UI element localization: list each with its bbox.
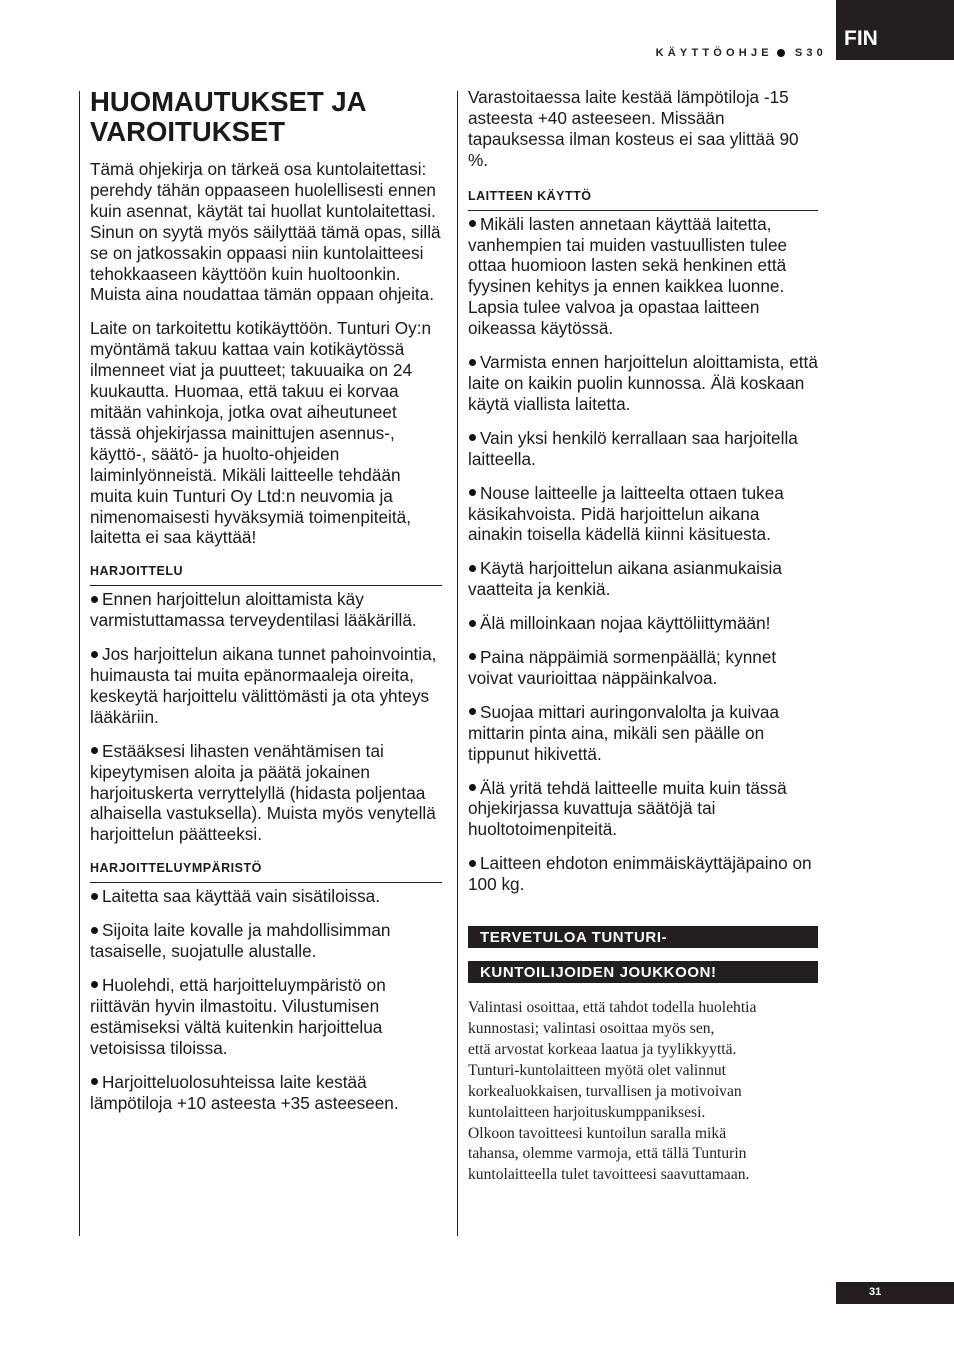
list-item: Suojaa mittari auringonvalolta ja kuivaa mittarin pinta aina, mikäli sen päälle on tippunut hikivettä. xyxy=(468,701,780,764)
bullet-icon xyxy=(91,981,98,988)
bullet-icon xyxy=(91,651,98,658)
list-item: Varmista ennen harjoittelun aloittamista, että laite on kaikin puolin kunnossa. Älä koskaan käytä viallista laitetta. xyxy=(468,352,818,414)
list-item: Huolehdi, että harjoitteluympäristö on riittävän hyvin ilmastoitu. Vilustumisen estämiseksi vältä kuitenkin harjoittelua vetoisissa tiloissa. xyxy=(90,975,386,1058)
bullet-icon xyxy=(469,565,476,572)
bullet-icon xyxy=(91,747,98,754)
right-column xyxy=(468,87,818,1186)
bullet-icon xyxy=(469,860,476,867)
list-item: Sijoita laite kovalle ja mahdollisimman tasaiselle, suojatulle alustalle. xyxy=(90,920,391,962)
list-item: Paina näppäimiä sormenpäällä; kynnet voivat vaurioittaa näppäinkalvoa. xyxy=(468,647,777,688)
page-title: HUOMAUTUKSET JA VAROITUKSET xyxy=(90,86,366,147)
page-number: 31 xyxy=(836,1282,954,1304)
bullet-icon xyxy=(469,489,476,496)
bullet-icon xyxy=(469,434,476,441)
warranty-paragraph: Laite on tarkoitettu kotikäyttöön. Tunturi Oy:n myöntämä takuu kattaa vain kotikäytössä ilmenneet viat ja puutteet; takuuaika on 24 kuukautta. Huomaa, että takuu ei korvaa mitään vahinkoja, jotka ovat aiheutuneet tässä ohjekirjassa mainittujen asennus-, käyttö-, säätö- ja huolto-ohjeiden laiminlyönneistä. Mikäli laitteelle tehdään muita kuin Tunturi Oy Ltd:n neuvomia ja nimenomaisesti hyväksymiä toimenpiteitä, laitetta ei saa käyttää! xyxy=(90,318,432,548)
list-item: Vain yksi henkilö kerrallaan saa harjoitella laitteella. xyxy=(468,427,798,469)
welcome-line: korkealuokkaisen, turvallisen ja motivoivan xyxy=(468,1082,742,1100)
welcome-heading-line-1: TERVETULOA TUNTURI- xyxy=(468,926,818,948)
bullet-icon xyxy=(469,220,476,227)
welcome-line: Valintasi osoittaa, että tahdot todella huolehtia xyxy=(468,999,757,1017)
model-label: S30 xyxy=(794,47,827,59)
storage-paragraph: Varastoitaessa laite kestää lämpötiloja -15 asteesta +40 asteeseen. Missään tapauksessa ilman kosteus ei saa ylittää 90 %. xyxy=(468,87,799,170)
welcome-line: kunnostasi; valintasi osoittaa myös sen, xyxy=(468,1020,715,1037)
list-item: Älä yritä tehdä laitteelle muita kuin tässä ohjekirjassa kuvattuja säätöjä tai huoltotoimenpiteitä. xyxy=(468,777,787,840)
intro-paragraph: Tämä ohjekirja on tärkeä osa kuntolaitettasi: perehdy tähän oppaaseen huolellisesti ennen kuin asennat, käytät tai huollat kuntolaitettasi. Sinun on syytä myös säilyttää tämä opas, sillä se on jatkossakin oppaasi niin kuntolaitteesi tehokkaaseen käyttöön kuin huoltoonkin. Muista aina noudattaa tämän oppaan ohjeita. xyxy=(90,159,441,305)
bullet-icon xyxy=(469,784,476,791)
bullet-icon xyxy=(469,653,476,660)
left-column xyxy=(90,87,442,1126)
bullet-dot-icon xyxy=(777,49,785,57)
language-tab: FIN xyxy=(836,0,954,60)
manual-label: KÄYTTÖOHJE xyxy=(655,47,773,59)
list-item: Ennen harjoittelun aloittamista käy varmistuttamassa terveydentilasi lääkärillä. xyxy=(90,589,417,631)
list-item: Laitetta saa käyttää vain sisätiloissa. xyxy=(90,886,442,907)
welcome-line: kuntolaitteella tulet tavoitteesi saavuttamaan. xyxy=(468,1166,750,1184)
bullet-icon xyxy=(91,893,98,900)
section-heading-environment: HARJOITTELUYMPÄRISTÖ xyxy=(90,861,442,883)
list-item: Käytä harjoittelun aikana asianmukaisia vaatteita ja kenkiä. xyxy=(468,558,782,600)
bullet-icon xyxy=(469,359,476,366)
list-item: Jos harjoittelun aikana tunnet pahoinvointia, huimausta tai muita epänormaaleja oireita, keskeytä harjoittelu välittömästi ja ota yhteys lääkäriin. xyxy=(90,644,437,727)
list-item: Laitteen ehdoton enimmäiskäyttäjäpaino on 100 kg. xyxy=(468,853,812,895)
welcome-line: kuntolaitteen harjoituskumppaniksesi. xyxy=(468,1103,706,1121)
welcome-line: tahansa, olemme varmoja, että tällä Tunturin xyxy=(468,1145,747,1163)
welcome-line: Olkoon tavoitteesi kuntoilun saralla mikä xyxy=(468,1124,727,1142)
list-item: Harjoitteluolosuhteissa laite kestää lämpötiloja +10 asteesta +35 asteeseen. xyxy=(90,1071,399,1113)
bullet-icon xyxy=(91,1078,98,1085)
list-item: Älä milloinkaan nojaa käyttöliittymään! xyxy=(468,613,818,634)
list-item: Mikäli lasten annetaan käyttää laitetta, vanhempien tai muiden vastuullisten tulee ottaa huomioon lasten sekä henkinen että fyysinen kehitys ja ennen kaikkea luonne. Lapsia tulee valvoa ja opastaa laitteen oikeassa käytössä. xyxy=(468,213,788,339)
welcome-text xyxy=(468,998,818,1186)
list-item: Nouse laitteelle ja laitteelta ottaen tukea käsikahvoista. Pidä harjoittelun aikana ainakin toisella kädellä kiinni käsituesta. xyxy=(468,482,784,545)
left-column-rule xyxy=(79,91,80,1236)
section-heading-usage: LAITTEEN KÄYTTÖ xyxy=(468,189,818,211)
bullet-icon xyxy=(469,620,476,627)
list-item: Estääksesi lihasten venähtämisen tai kipeytymisen aloita ja päätä jokainen harjoituskerta verryttelyllä (hidasta poljentaa alhaisella vastuksella). Muista myös venytellä harjoittelun päätteeksi. xyxy=(90,740,436,845)
section-heading-training: HARJOITTELU xyxy=(90,564,442,586)
right-column-rule xyxy=(457,91,458,1236)
welcome-line: Tunturi-kuntolaitteen myötä olet valinnut xyxy=(468,1061,726,1079)
bullet-icon xyxy=(469,708,476,715)
bullet-icon xyxy=(91,927,98,934)
bullet-icon xyxy=(91,596,98,603)
welcome-line: että arvostat korkeaa laatua ja tyylikkyyttä. xyxy=(468,1040,737,1058)
welcome-heading-line-2: KUNTOILIJOIDEN JOUKKOON! xyxy=(468,961,818,983)
page-header xyxy=(656,47,827,59)
